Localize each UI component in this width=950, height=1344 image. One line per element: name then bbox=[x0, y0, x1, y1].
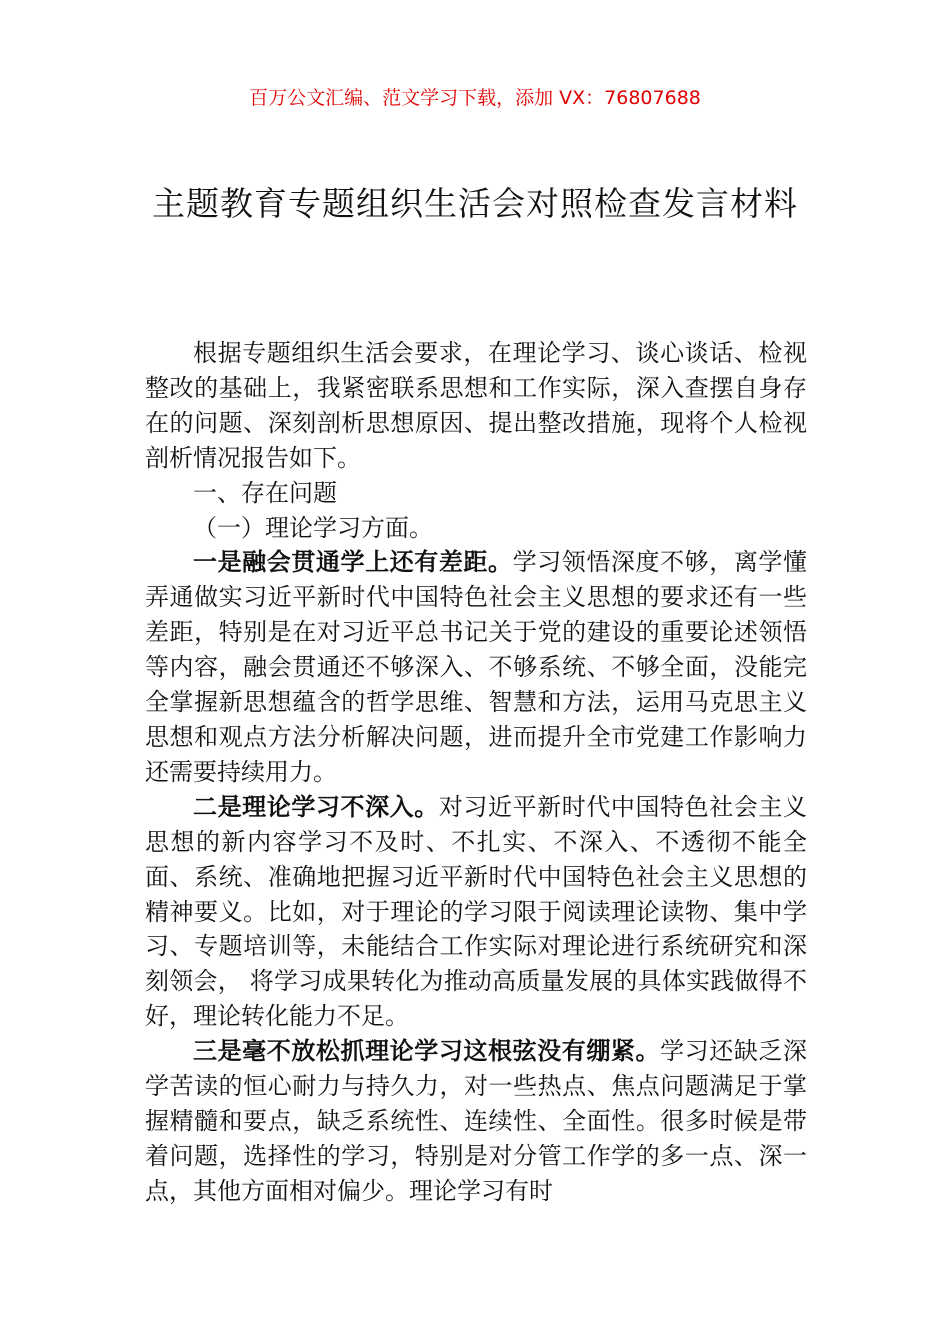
document-title: 主题教育专题组织生活会对照检查发言材料 bbox=[152, 184, 798, 223]
item-lead: 三是毫不放松抓理论学习这根弦没有绷紧。 bbox=[193, 1037, 661, 1066]
intro-paragraph: 根据专题组织生活会要求，在理论学习、谈心谈话、检视整改的基础上，我紧密联系思想和工作实际，深入查摆自身存在的问题、深刻剖析思想原因、提出整改措施，现将个人检视剖析情况报告如下。 bbox=[145, 339, 807, 472]
item-paragraph bbox=[145, 545, 807, 789]
subsection-heading: （一）理论学习方面。 bbox=[193, 513, 433, 542]
item-lead: 二是理论学习不深入。 bbox=[193, 792, 439, 821]
section-heading: 一、存在问题 bbox=[193, 478, 337, 507]
item-text: 对习近平新时代中国特色社会主义思想的新内容学习不及时、不扎实、不深入、不透彻不能全面、系统、准确地把握习近平新时代中国特色社会主义思想的精神要义。比如，对于理论的学习限于阅读理论读物、集中学习、专题培训等，未能结合工作实际对理论进行系统研究和深刻领会， 将学习成果转化为推动高质量发展的具体实践做得不好，理论转化能力不足。 bbox=[145, 792, 808, 1031]
item-paragraph bbox=[145, 790, 807, 1034]
item-lead: 一是融会贯通学上还有差距。 bbox=[193, 548, 513, 577]
document-body bbox=[145, 336, 807, 1209]
promo-banner: 百万公文汇编、范文学习下载，添加 VX：76807688 bbox=[249, 87, 701, 109]
item-paragraph bbox=[145, 1034, 807, 1209]
item-text: 学习领悟深度不够，离学懂弄通做实习近平新时代中国特色社会主义思想的要求还有一些差距，特别是在对习近平总书记关于党的建设的重要论述领悟等内容，融会贯通还不够深入、不够系统、不够全面，没能完全掌握新思想蕴含的哲学思维、智慧和方法，运用马克思主义思想和观点方法分析解决问题，进而提升全市党建工作影响力还需要持续用力。 bbox=[145, 548, 808, 786]
item-text: 学习还缺乏深学苦读的恒心耐力与持久力，对一些热点、焦点问题满足于掌握精髓和要点，缺乏系统性、连续性、全面性。很多时候是带着问题，选择性的学习，特别是对分管工作学的多一点、深一点，其他方面相对偏少。理论学习有时 bbox=[145, 1037, 808, 1205]
